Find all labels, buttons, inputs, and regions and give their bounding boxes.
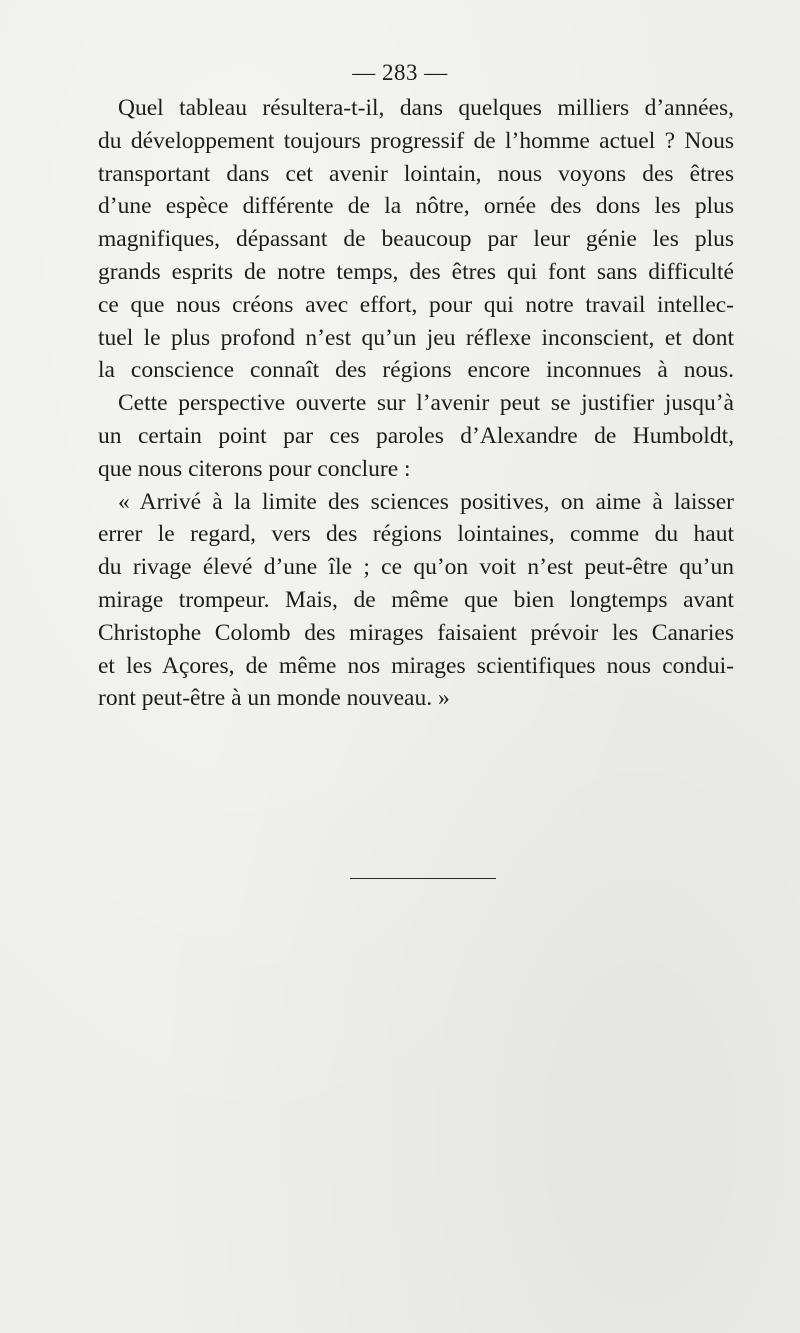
text-line: la conscience connaît des régions encore inconnues à nous. bbox=[98, 357, 734, 384]
text-line: « Arrivé à la limite des sciences positives, on aime à laisser bbox=[118, 488, 734, 515]
text-line: que nous citerons pour conclure : bbox=[98, 455, 411, 482]
text-line: transportant dans cet avenir lointain, nous voyons des êtres bbox=[98, 160, 734, 187]
paragraph-humboldt-intro bbox=[98, 387, 734, 485]
text-line: Cette perspective ouverte sur l’avenir peut se justifier jusqu’à bbox=[118, 390, 734, 417]
page-number: — 283 — bbox=[352, 60, 448, 85]
text-line: tuel le plus profond n’est qu’un jeu réflexe inconscient, et dont bbox=[98, 324, 734, 351]
text-line: du développement toujours progressif de l’homme actuel ? Nous bbox=[98, 127, 734, 154]
text-line: et les Açores, de même nos mirages scientifiques nous condui- bbox=[98, 652, 734, 679]
paragraph-humboldt-quote bbox=[98, 486, 734, 716]
text-line: magnifiques, dépassant de beaucoup par leur génie les plus bbox=[98, 226, 734, 253]
paragraph-future-of-man bbox=[98, 92, 734, 387]
text-line: Christophe Colomb des mirages faisaient prévoir les Canaries bbox=[98, 619, 734, 646]
text-line: ce que nous créons avec effort, pour qui notre travail intellec- bbox=[98, 291, 734, 318]
text-line: grands esprits de notre temps, des êtres qui font sans difficulté bbox=[98, 258, 734, 285]
text-line: du rivage élevé d’une île ; ce qu’on voit n’est peut-être qu’un bbox=[98, 554, 734, 581]
text-line: mirage trompeur. Mais, de même que bien longtemps avant bbox=[98, 586, 734, 613]
text-line: un certain point par ces paroles d’Alexandre de Humboldt, bbox=[98, 422, 734, 449]
text-line: ront peut-être à un monde nouveau. » bbox=[98, 685, 450, 712]
text-line: d’une espèce différente de la nôtre, ornée des dons les plus bbox=[98, 193, 734, 220]
text-line: errer le regard, vers des régions lointaines, comme du haut bbox=[98, 521, 734, 548]
body-text bbox=[98, 92, 734, 715]
end-rule bbox=[350, 878, 496, 879]
text-line: Quel tableau résultera-t-il, dans quelques milliers d’années, bbox=[118, 95, 734, 121]
